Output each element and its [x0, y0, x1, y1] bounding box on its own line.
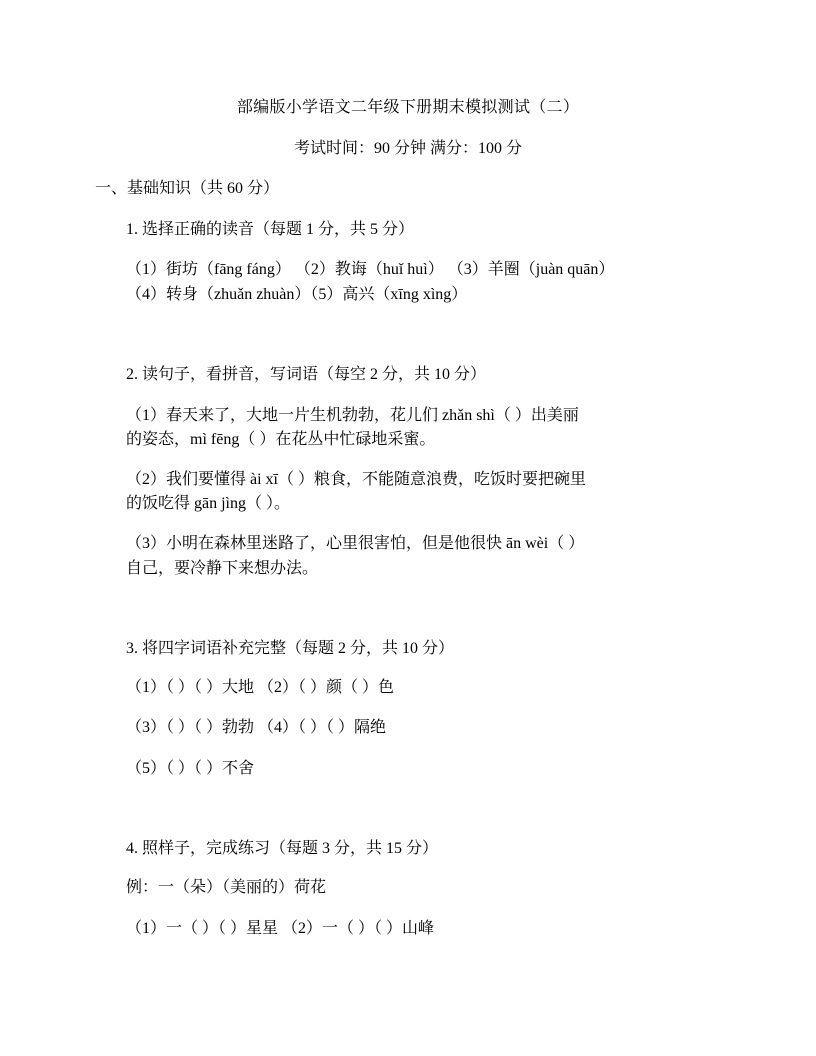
question-2-sentence-2-line-1: （2）我们要懂得 ài xī（ ）粮食，不能随意浪费，吃饭时要把碗里 — [126, 471, 586, 488]
section-heading-basics: 一、基础知识（共 60 分） — [95, 180, 280, 197]
question-3-heading: 3. 将四字词语补充完整（每题 2 分，共 10 分） — [126, 640, 455, 657]
question-2-sentence-1-line-1: （1）春天来了，大地一片生机勃勃，花儿们 zhǎn shì（ ）出美丽 — [126, 407, 579, 424]
question-2-sentence-3-line-1: （3）小明在森林里迷路了，心里很害怕，但是他很快 ān wèi（ ） — [126, 535, 585, 552]
question-3-line-3: （5）（ ）（ ）不舍 — [126, 760, 255, 777]
question-4-example: 例：一（朵）（美丽的）荷花 — [126, 879, 327, 896]
question-2-sentence-2-line-2: 的饭吃得 gān jìng（ ）。 — [126, 495, 290, 512]
question-1-line-1: （1）街坊（fāng fáng） （2）教诲（huǐ huì） （3）羊圈（juàn quān） — [126, 261, 615, 278]
question-2-sentence-1-line-2: 的姿态，mì fēng（ ）在花丛中忙碌地采蜜。 — [126, 431, 436, 448]
question-3-line-1: （1）（ ）（ ）大地 （2）（ ）颜（ ）色 — [126, 679, 395, 696]
question-3-line-2: （3）（ ）（ ）勃勃 （4）（ ）（ ）隔绝 — [126, 719, 387, 736]
exam-info: 考试时间：90 分钟 满分：100 分 — [293, 140, 522, 157]
question-2-sentence-3-line-2: 自己，要冷静下来想办法。 — [126, 560, 319, 577]
question-1-heading: 1. 选择正确的读音（每题 1 分，共 5 分） — [126, 221, 415, 238]
page-title: 部编版小学语文二年级下册期末模拟测试（二） — [236, 99, 580, 116]
question-4-heading: 4. 照样子，完成练习（每题 3 分，共 15 分） — [126, 840, 439, 857]
question-4-line-1: （1）一（ ）（ ）星星 （2）一（ ）（ ）山峰 — [126, 920, 435, 937]
question-2-heading: 2. 读句子，看拼音，写词语（每空 2 分，共 10 分） — [126, 366, 487, 383]
question-1-line-2: （4）转身（zhuǎn zhuàn）（5）高兴（xīng xìng） — [126, 286, 468, 303]
